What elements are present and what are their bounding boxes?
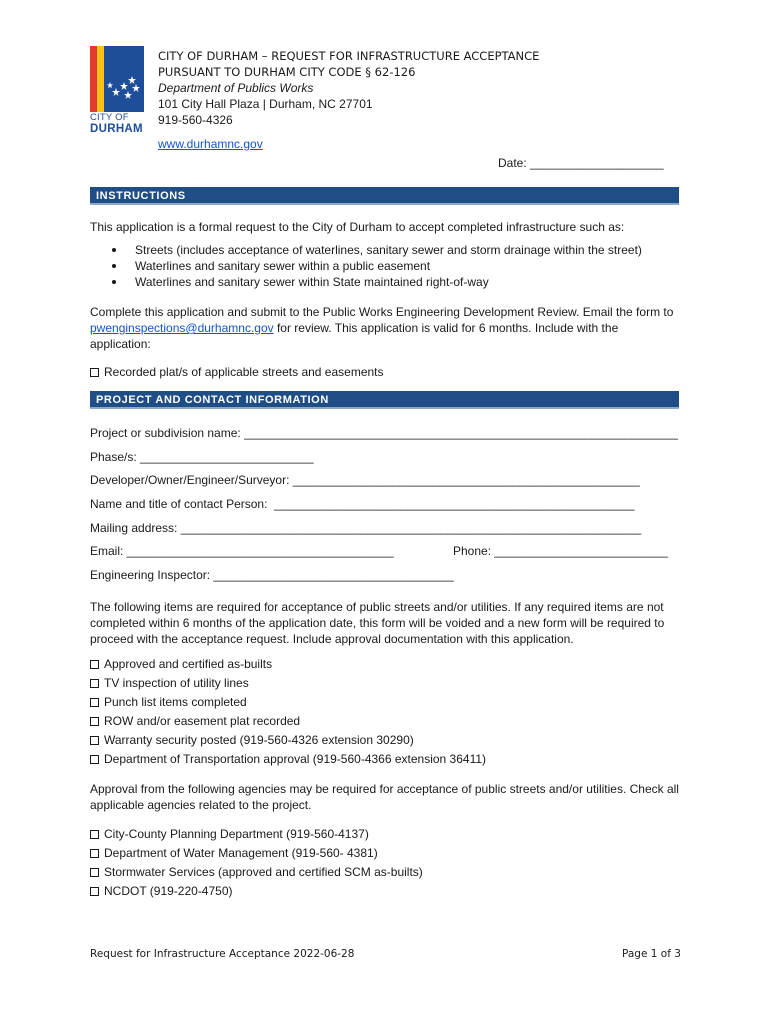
project-contact-heading: PROJECT AND CONTACT INFORMATION: [90, 391, 679, 409]
bullet-dot-icon: [112, 280, 116, 284]
contact-person-field[interactable]: Name and title of contact Person: ______________________________________________________: [90, 497, 635, 511]
checkbox-icon[interactable]: [90, 717, 99, 726]
submission-instructions: Complete this application and submit to the Public Works Engineering Development Review. Email the form to pwenginspections@durhamnc.gov for review. This application is valid for 6 months. Include with the application:: [90, 305, 674, 351]
mailing-address-field[interactable]: Mailing address: _____________________________________________________________________: [90, 521, 642, 535]
checklist-item[interactable]: Department of Transportation approval (919-560-4366 extension 36411): [90, 750, 486, 769]
form-title-line2: PURSUANT TO DURHAM CITY CODE § 62-126: [158, 65, 416, 79]
checkbox-icon[interactable]: [90, 660, 99, 669]
checklist-item[interactable]: City-County Planning Department (919-560-4137): [90, 825, 423, 844]
checkbox-icon[interactable]: [90, 736, 99, 745]
checkbox-icon[interactable]: [90, 698, 99, 707]
letterhead: [158, 48, 539, 152]
email-field[interactable]: Email: ________________________________________: [90, 544, 394, 558]
department-phone: 919-560-4326: [158, 113, 233, 127]
checklist-item[interactable]: ROW and/or easement plat recorded: [90, 712, 486, 731]
instructions-intro: This application is a formal request to the City of Durham to accept completed infrastructure such as:: [90, 220, 625, 234]
instructions-heading: INSTRUCTIONS: [90, 187, 679, 205]
checklist-item[interactable]: Department of Water Management (919-560- 4381): [90, 844, 423, 863]
checkbox-icon[interactable]: [90, 679, 99, 688]
department-address: 101 City Hall Plaza | Durham, NC 27701: [158, 97, 373, 111]
agencies-intro: Approval from the following agencies may be required for acceptance of public streets and/or utilities. Check all applicable agencies related to the project.: [90, 782, 679, 812]
bullet-item: Streets (includes acceptance of waterlines, sanitary sewer and storm drainage within the street): [90, 242, 680, 258]
checkbox-icon[interactable]: [90, 868, 99, 877]
engineering-inspector-field[interactable]: Engineering Inspector: ____________________________________: [90, 568, 454, 582]
logo-red-stripe: [90, 46, 97, 112]
email-link[interactable]: pwenginspections@durhamnc.gov: [90, 321, 274, 335]
infrastructure-bullet-list: [90, 242, 680, 290]
website-link[interactable]: www.durhamnc.gov: [158, 137, 263, 151]
developer-field[interactable]: Developer/Owner/Engineer/Surveyor: ____________________________________________________: [90, 473, 640, 487]
bullet-item: Waterlines and sanitary sewer within State maintained right-of-way: [90, 274, 680, 290]
checkbox-recorded-plats[interactable]: Recorded plat/s of applicable streets and easements: [90, 364, 384, 380]
bullet-dot-icon: [112, 264, 116, 268]
checklist-item[interactable]: NCDOT (919-220-4750): [90, 882, 423, 901]
phases-field[interactable]: Phase/s: __________________________: [90, 450, 314, 464]
stars-icon: [106, 74, 142, 102]
checkbox-icon[interactable]: [90, 755, 99, 764]
logo-yellow-stripe: [97, 46, 104, 112]
checkbox-icon[interactable]: [90, 830, 99, 839]
date-field[interactable]: Date: ____________________: [498, 156, 664, 170]
logo-durham-text: DURHAM: [90, 123, 143, 135]
checklist-item[interactable]: Stormwater Services (approved and certified SCM as-builts): [90, 863, 423, 882]
checklist-item[interactable]: Approved and certified as-builts: [90, 655, 486, 674]
phone-field[interactable]: Phone: __________________________: [453, 544, 668, 558]
bullet-dot-icon: [112, 248, 116, 252]
footer-page-number: Page 1 of 3: [622, 948, 681, 960]
required-items-intro: The following items are required for acceptance of public streets and/or utilities. If any required items are not completed within 6 months of the application date, this form will be voided and a new form will be required to proceed with the acceptance request. Include approval documentation with this application.: [90, 600, 665, 646]
checklist-item[interactable]: TV inspection of utility lines: [90, 674, 486, 693]
checklist-item[interactable]: Warranty security posted (919-560-4326 extension 30290): [90, 731, 486, 750]
department-name: Department of Publics Works: [158, 81, 314, 95]
city-of-durham-logo: [90, 46, 144, 138]
bullet-item: Waterlines and sanitary sewer within a public easement: [90, 258, 680, 274]
logo-city-text: CITY OF: [90, 112, 129, 123]
checkbox-icon[interactable]: [90, 368, 99, 377]
form-title-line1: CITY OF DURHAM – REQUEST FOR INFRASTRUCTURE ACCEPTANCE: [158, 49, 540, 63]
project-name-field[interactable]: Project or subdivision name: _________________________________________________________________: [90, 426, 678, 440]
checklist-item[interactable]: Punch list items completed: [90, 693, 486, 712]
agencies-checklist: [90, 825, 423, 901]
footer-document-title: Request for Infrastructure Acceptance 2022-06-28: [90, 948, 355, 960]
required-items-checklist: [90, 655, 486, 769]
checkbox-icon[interactable]: [90, 887, 99, 896]
checkbox-icon[interactable]: [90, 849, 99, 858]
